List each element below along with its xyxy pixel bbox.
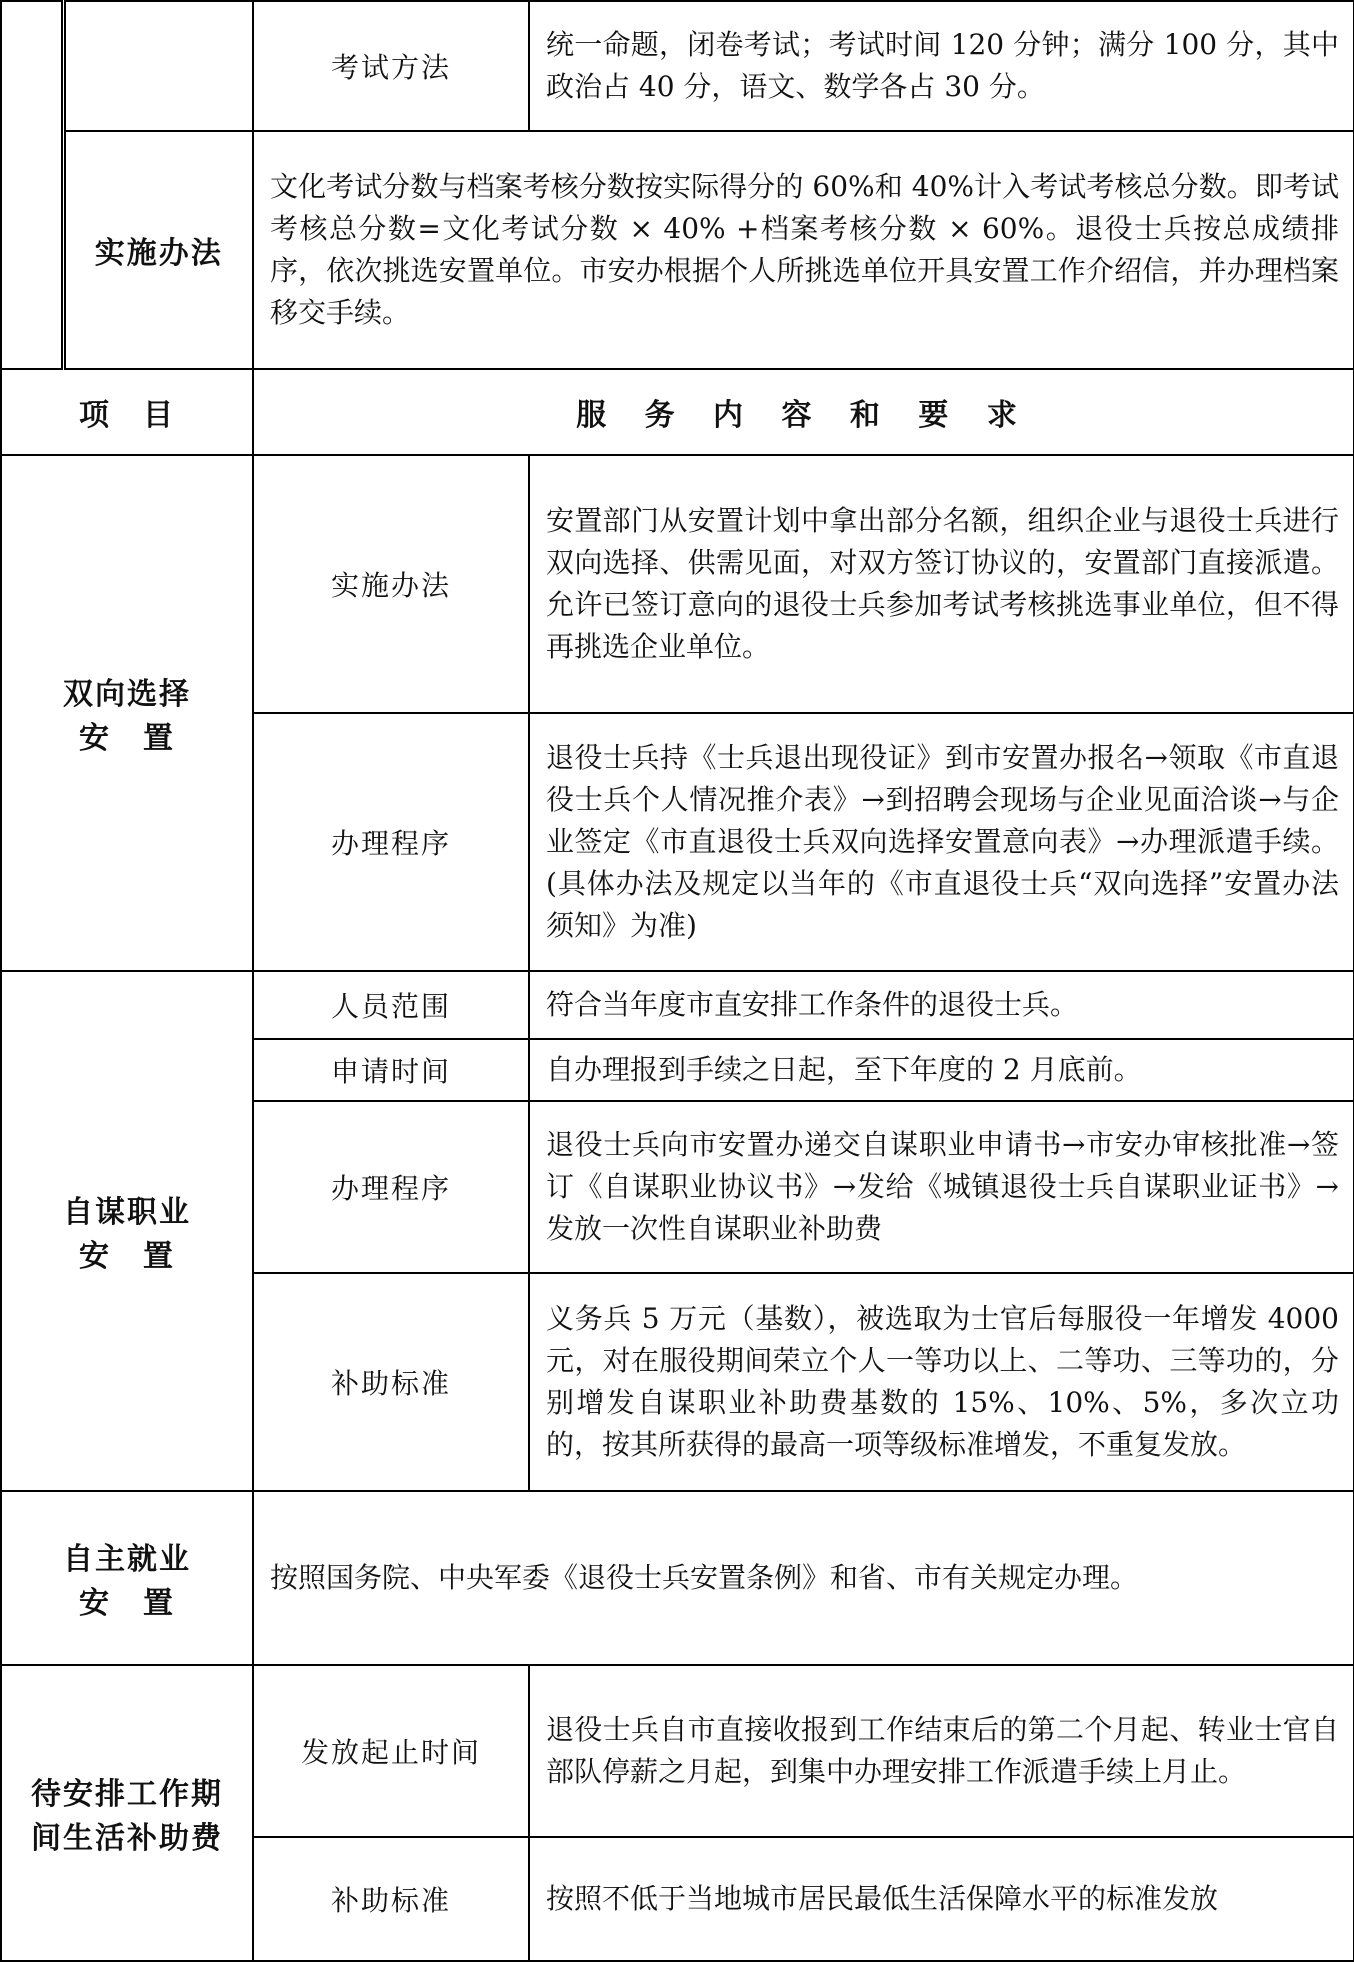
label-waiting-standard: 补助标准	[253, 1837, 529, 1961]
content-self-employ-procedure: 退役士兵向市安置办递交自谋职业申请书→市安办审核批准→签订《自谋职业协议书》→发给《城镇退役士兵自谋职业证书》→发放一次性自谋职业补助费	[529, 1101, 1354, 1273]
label-self-employ-scope: 人员范围	[253, 971, 529, 1039]
content-two-way-implementation: 安置部门从安置计划中拿出部分名额，组织企业与退役士兵进行双向选择、供需见面，对双方签订协议的，安置部门直接派遣。允许已签订意向的退役士兵参加考试考核挑选事业单位，但不得再挑选企业单位。	[529, 455, 1354, 713]
content-independent: 按照国务院、中央军委《退役士兵安置条例》和省、市有关规定办理。	[253, 1491, 1354, 1665]
content-self-employ-standard: 义务兵 5 万元（基数），被选取为士官后每服役一年增发 4000 元，对在服役期间荣立个人一等功以上、二等功、三等功的，分别增发自谋职业补助费基数的 15%、10%、5%，多次立功的，按其所获得的最高一项等级标准增发，不重复发放。	[529, 1273, 1354, 1491]
row-waiting-time	[1, 1665, 1354, 1837]
section-title-line: 安 置	[79, 1239, 175, 1274]
section-title-line: 安 置	[79, 1586, 175, 1621]
section-title-two-way	[1, 455, 253, 971]
section-title-line: 自谋职业	[63, 1195, 191, 1230]
section-title-line: 自主就业	[63, 1542, 191, 1577]
header-item: 项 目	[1, 369, 253, 455]
row-implementation-top	[1, 131, 1354, 369]
label-exam-method: 考试方法	[253, 1, 529, 131]
content-implementation-top: 文化考试分数与档案考核分数按实际得分的 60%和 40%计入考试考核总分数。即考试考核总分数=文化考试分数 × 40% +档案考核分数 × 60%。退役士兵按总成绩排序，依次挑选安置单位。市安办根据个人所挑选单位开具安置工作介绍信，并办理档案移交手续。	[253, 131, 1354, 369]
section-title-line: 双向选择	[63, 677, 191, 712]
content-waiting-standard: 按照不低于当地城市居民最低生活保障水平的标准发放	[529, 1837, 1354, 1961]
row-exam-method	[1, 1, 1354, 131]
label-self-employ-time: 申请时间	[253, 1039, 529, 1101]
label-waiting-time: 发放起止时间	[253, 1665, 529, 1837]
section-title-line: 间生活补助费	[31, 1821, 223, 1856]
empty-subcat-cell	[63, 1, 253, 131]
row-self-employ-scope	[1, 971, 1354, 1039]
label-self-employ-standard: 补助标准	[253, 1273, 529, 1491]
row-independent	[1, 1491, 1354, 1665]
section-title-waiting	[1, 1665, 253, 1961]
label-implementation-top: 实施办法	[63, 131, 253, 369]
content-self-employ-scope: 符合当年度市直安排工作条件的退役士兵。	[529, 971, 1354, 1039]
label-two-way-implementation: 实施办法	[253, 455, 529, 713]
section-title-line: 待安排工作期	[31, 1777, 223, 1812]
content-waiting-time: 退役士兵自市直接收报到工作结束后的第二个月起、转业士官自部队停薪之月起，到集中办理安排工作派遣手续上月止。	[529, 1665, 1354, 1837]
label-self-employ-procedure: 办理程序	[253, 1101, 529, 1273]
content-two-way-procedure: 退役士兵持《士兵退出现役证》到市安置办报名→领取《市直退役士兵个人情况推介表》→到招聘会现场与企业见面洽谈→与企业签定《市直退役士兵双向选择安置意向表》→办理派遣手续。(具体办法及规定以当年的《市直退役士兵“双向选择”安置办法须知》为准)	[529, 713, 1354, 971]
table-header-row	[1, 369, 1354, 455]
section-title-self-employ	[1, 971, 253, 1491]
section-title-independent	[1, 1491, 253, 1665]
section-title-line: 安 置	[79, 721, 175, 756]
row-two-way-implementation	[1, 455, 1354, 713]
header-content: 服 务 内 容 和 要 求	[253, 369, 1354, 455]
left-margin-cell	[1, 1, 63, 369]
content-exam-method: 统一命题，闭卷考试；考试时间 120 分钟；满分 100 分，其中政治占 40 分，语文、数学各占 30 分。	[529, 1, 1354, 131]
content-self-employ-time: 自办理报到手续之日起，至下年度的 2 月底前。	[529, 1039, 1354, 1101]
label-two-way-procedure: 办理程序	[253, 713, 529, 971]
